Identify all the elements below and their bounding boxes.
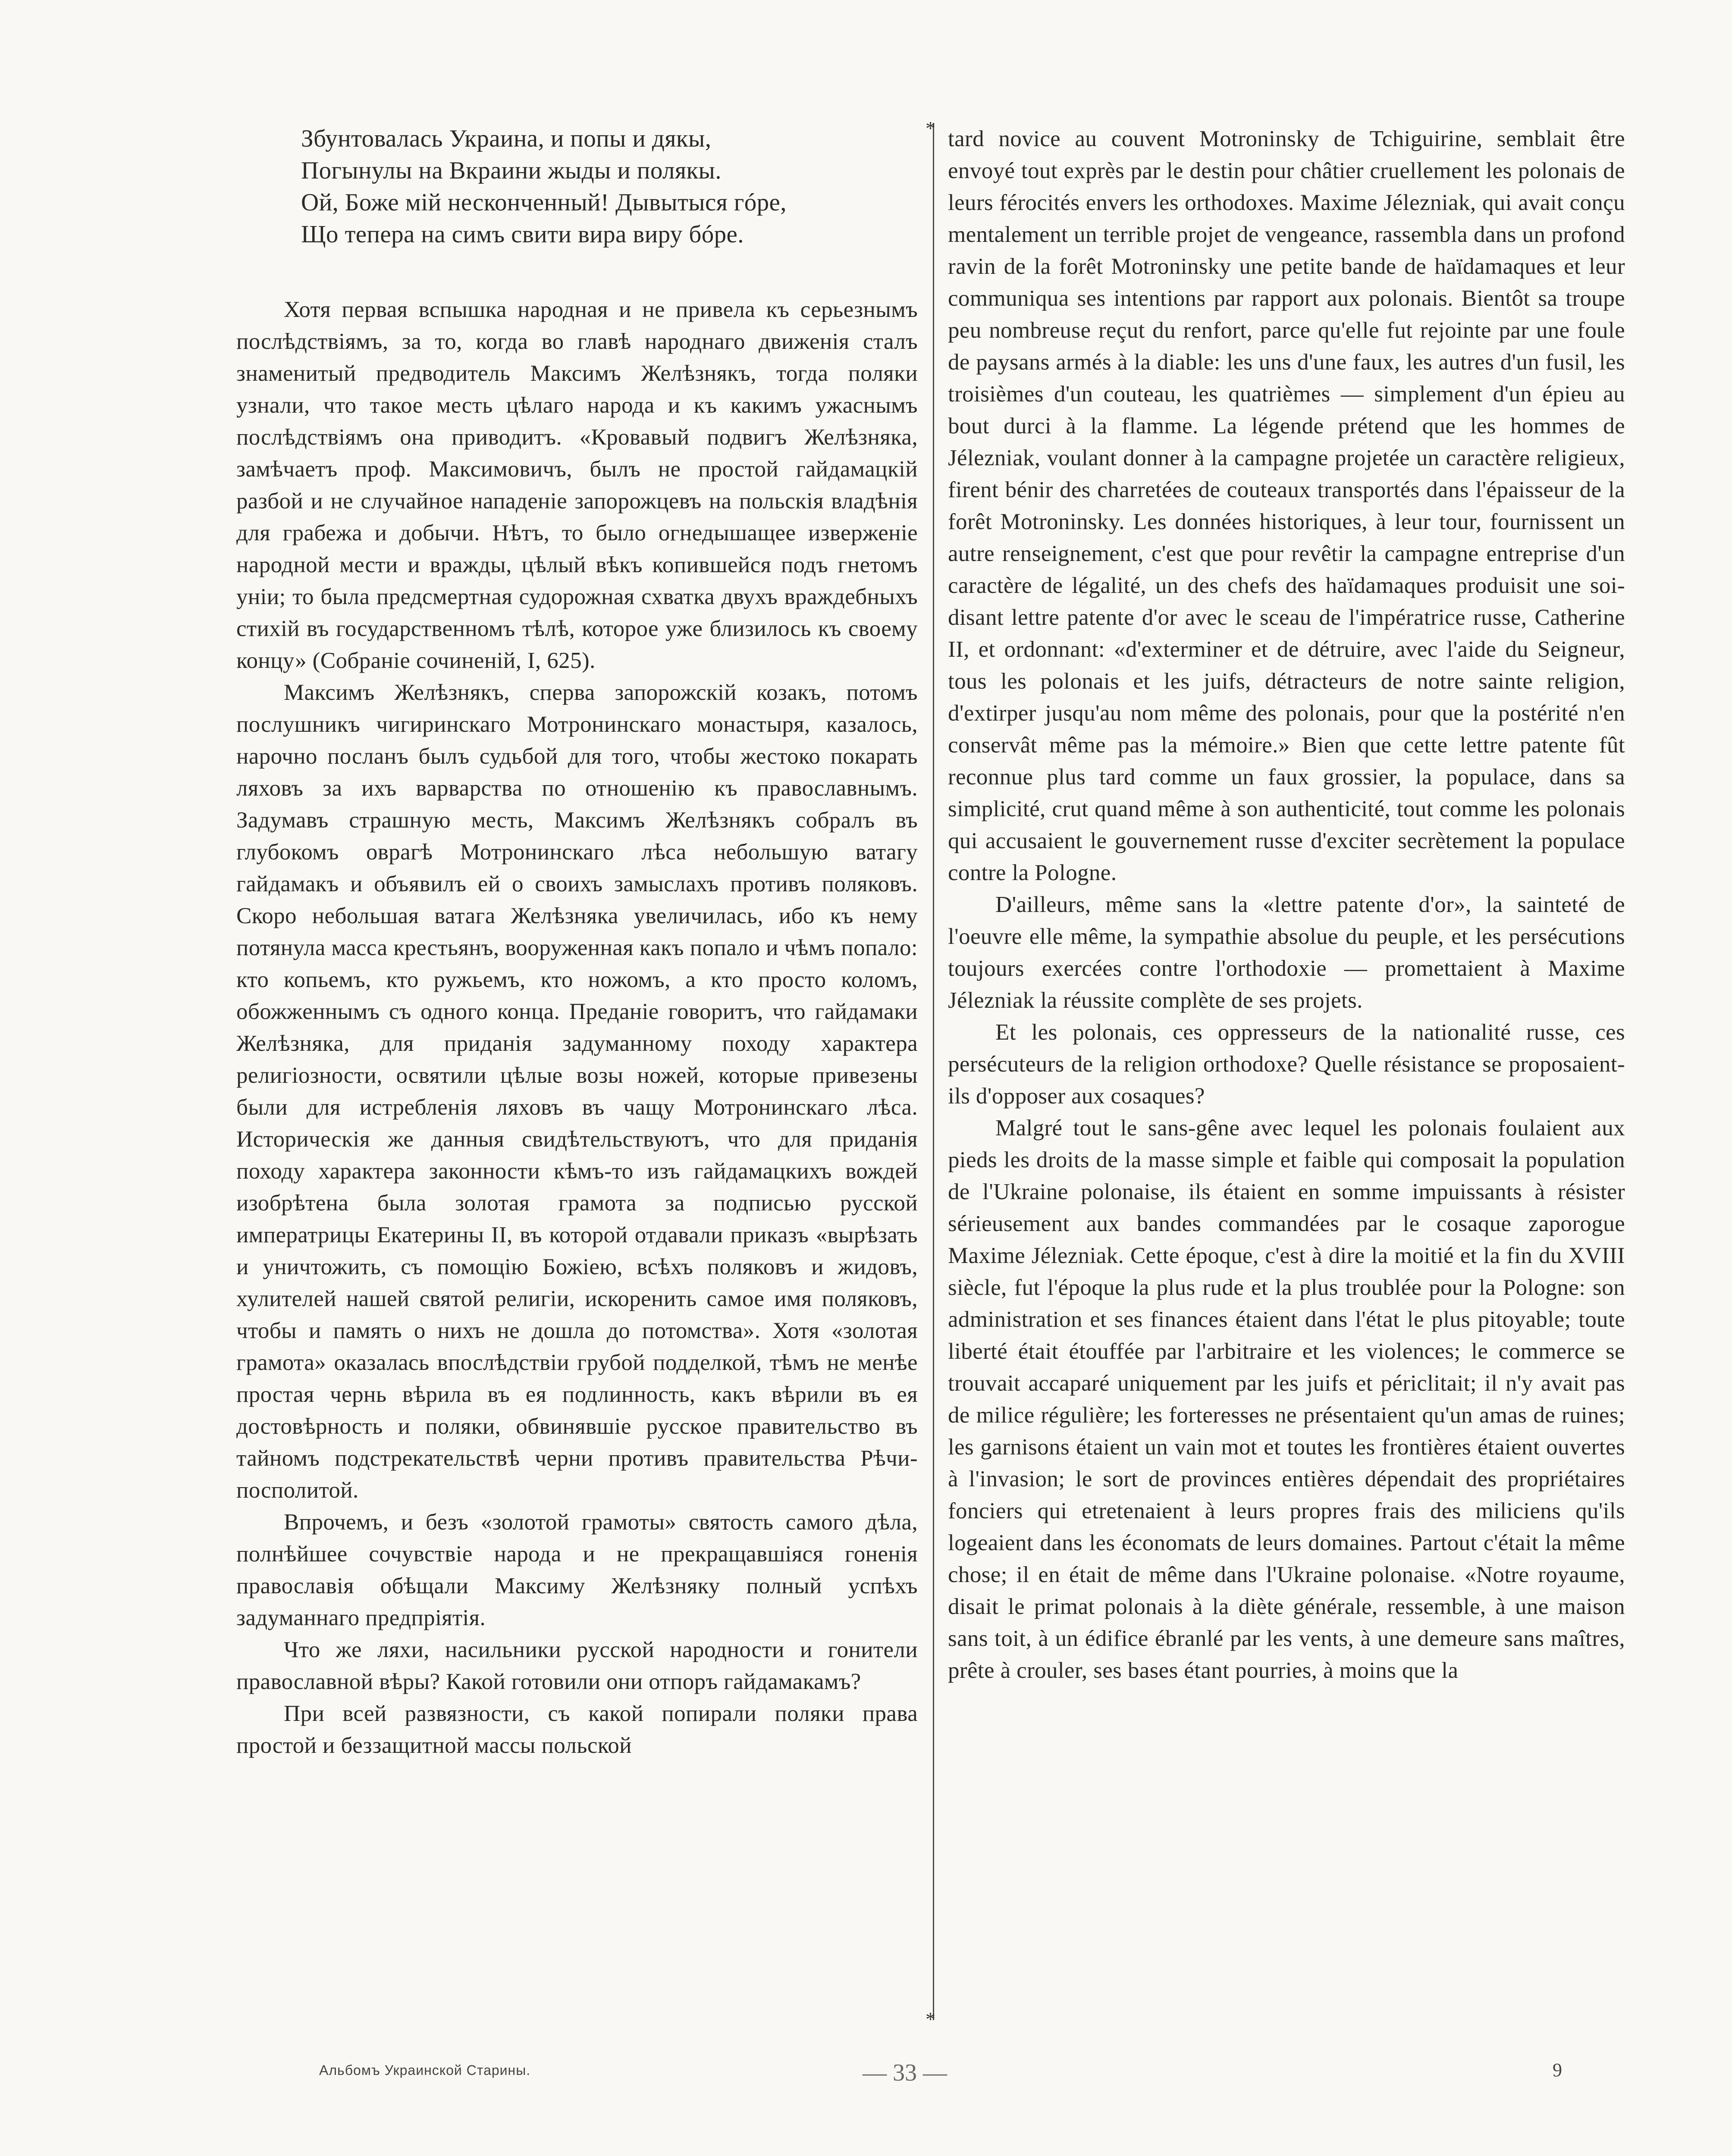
verse: Збунтовалась Украина, и попы и дякы, Погынулы на Вкраини жыды и полякы. Ой, Боже мій несконченный! Дывытыся гóре, Що тепера на симъ свити вира виру бóре.: [301, 125, 787, 248]
right-paragraph-4: Malgré tout le sans-gêne avec lequel les polonais foulaient aux pieds les droits de la masse simple et faible qui composait la population de l'Ukraine polonaise, ils étaient en somme impuissants à résister sérieusement aux bandes commandées par le cosaque zaporogue Maxime Jélezniak. Cette époque, c'est à dire la moitié et la fin du XVIII siècle, fut l'époque la plus rude et la plus troublée pour la Pologne: son administration et ses finances étaient dans l'état le plus pitoyable; toute liberté était étouffée par l'arbitraire et les violences; le commerce se trouvait accaparé uniquement par les juifs et périclitait; il n'y avait pas de milice régulière; les forteresses ne présentaient qu'un amas de ruines; les garnisons étaient un vain mot et toutes les frontières étaient ouvertes à l'invasion; le sort de provinces entières dépendait des propriétaires fonciers qui etretenaient à leurs propres frais des miliciens qu'ils logeaient dans les économats de leurs domaines. Partout c'était la même chose; il en était de même dans l'Ukraine polonaise. «Notre royaume, disait le primat polonais à la diète générale, ressemble, à une maison sans toit, à un édifice ébranlé par les vents, à une demeure sans maîtres, prête à crouler, ses bases étant pourries, à moins que la: [948, 1116, 1625, 1683]
right-column: [948, 123, 1625, 2063]
star-mark-bottom: *: [926, 2008, 935, 2030]
left-paragraph-3: Впрочемъ, и безъ «золотой грамоты» святость самого дѣла, полнѣйшее сочувствіе народа и не прекращавшіяся гоненія православія обѣщали Максиму Желѣзняку полный успѣхъ задуманнаго предпріятія.: [236, 1510, 918, 1630]
album-title: Альбомъ Украинской Старины.: [319, 2062, 531, 2078]
right-paragraph-2: D'ailleurs, même sans la «lettre patente d'or», la sainteté de l'oeuvre elle même, la sympathie absolue du peuple, et les persécutions toujours exercées contre l'orthodoxie — promettaient à Maxime Jélezniak la réussite complète de ses projets.: [948, 892, 1625, 1013]
left-paragraph-1: Хотя первая вспышка народная и не привела къ серьезнымъ послѣдствіямъ, за то, когда во главѣ народнаго движенія сталъ знаменитый предводитель Максимъ Желѣзнякъ, тогда поляки узнали, что такое месть цѣлаго народа и къ какимъ ужаснымъ послѣдствіямъ она приводитъ. «Кровавый подвигъ Желѣзняка, замѣчаетъ проф. Максимовичъ, былъ не простой гайдамацкій разбой и не случайное нападеніе запорожцевъ на польскія владѣнія для грабежа и добычи. Нѣтъ, то было огнедышащее изверженіе народной мести и вражды, цѣлый вѣкъ копившейся подъ гнетомъ уніи; то была предсмертная судорожная схватка двухъ враждебныхъ стихій въ государственномъ тѣлѣ, которое уже близилось къ своему концу» (Собраніе сочиненій, I, 625).: [236, 297, 918, 673]
column-divider: [933, 123, 934, 2020]
page-number: — 33 —: [863, 2059, 947, 2086]
page-footer: [319, 2059, 1633, 2085]
left-paragraph-5: При всей развязности, съ какой попирали поляки права простой и беззащитной массы польской: [236, 1701, 918, 1758]
left-paragraph-2: Максимъ Желѣзнякъ, сперва запорожскій козакъ, потомъ послушникъ чигиринскаго Мотронинскаго монастыря, казалось, нарочно посланъ былъ судьбой для того, чтобы жестоко покарать ляховъ за ихъ варварства по отношенію къ православнымъ. Задумавъ страшную месть, Максимъ Желѣзнякъ собралъ въ глубокомъ оврагѣ Мотронинскаго лѣса небольшую ватагу гайдамакъ и объявилъ ей о своихъ замыслахъ противъ поляковъ. Скоро небольшая ватага Желѣзняка увеличилась, ибо къ нему потянула масса крестьянъ, вооруженная какъ попало и чѣмъ попало: кто копьемъ, кто ружьемъ, кто ножомъ, а кто просто коломъ, обожженнымъ съ одного конца. Преданіе говоритъ, что гайдамаки Желѣзняка, для приданія задуманному походу характера религіозности, освятили цѣлые возы ножей, которые привезены были для истребленія ляховъ въ чащу Мотронинскаго лѣса. Историческія же данныя свидѣтельствуютъ, что для приданія походу характера законности кѣмъ-то изъ гайдамацкихъ вождей изобрѣтена была золотая грамота за подписью русской императрицы Екатерины II, въ которой отдавали приказъ «вырѣзать и уничтожить, съ помощію Божіею, всѣхъ поляковъ и жидовъ, хулителей нашей святой религіи, искоренить самое имя поляковъ, чтобы и память о нихъ не дошла до потомства». Хотя «золотая грамота» оказалась впослѣдствіи грубой подделкой, тѣмъ не менѣе простая чернь вѣрила въ ея подлинность, какъ вѣрили въ ея достовѣрность и поляки, обвинявшіе русское правительство въ тайномъ подстрекательствѣ черни противъ правительства Рѣчи-посполитой.: [236, 680, 918, 1503]
star-mark-top: *: [926, 117, 935, 139]
right-paragraph-3: Et les polonais, ces oppresseurs de la nationalité russe, ces persécuteurs de la religion orthodoxe? Quelle résistance se proposaient-ils d'opposer aux cosaques?: [948, 1020, 1625, 1109]
spacer: [236, 251, 918, 294]
right-paragraph-1: tard novice au couvent Motroninsky de Tchiguirine, semblait être envoyé tout exprès par le destin pour châtier cruellement les polonais de leurs férocités envers les orthodoxes. Maxime Jélezniak, qui avait conçu mentalement un terrible projet de vengeance, rassembla dans un profond ravin de la forêt Motroninsky une petite bande de haïdamaques et leur communiqua ses intentions par rapport aux polonais. Bientôt sa troupe peu nombreuse reçut du renfort, parce qu'elle fut rejointe par une foule de paysans armés à la diable: les uns d'une faux, les autres d'un fusil, les troisièmes d'un couteau, les quatrièmes — simplement d'un épieu au bout durci à la flamme. La légende prétend que les hommes de Jélezniak, voulant donner à la campagne projetée un caractère religieux, firent bénir des charretées de couteaux transportés dans l'épaisseur de la forêt Motroninsky. Les données historiques, à leur tour, fournissent un autre renseignement, c'est que pour revêtir la campagne entreprise d'un caractère de légalité, un des chefs des haïdamaques produisit une soi-disant lettre patente d'or avec le sceau de l'impératrice russe, Catherine II, et ordonnant: «d'exterminer et de détruire, avec l'aide du Seigneur, tous les polonais et les juifs, détracteurs de notre sainte religion, d'extirper jusqu'au nom même des polonais, pour que la postérité n'en conservât même pas la mémoire.» Bien que cette lettre patente fût reconnue plus tard comme un faux grossier, la populace, dans sa simplicité, crut quand même à son authenticité, tout comme les polonais qui accusaient le gouvernement russe d'exciter secrètement la populace contre la Pologne.: [948, 126, 1625, 885]
left-column: [236, 123, 918, 2063]
left-paragraph-4: Что же ляхи, насильники русской народности и гонители православной вѣры? Какой готовили они отпоръ гайдамакамъ?: [236, 1637, 918, 1694]
signature-mark: 9: [1553, 2059, 1562, 2081]
